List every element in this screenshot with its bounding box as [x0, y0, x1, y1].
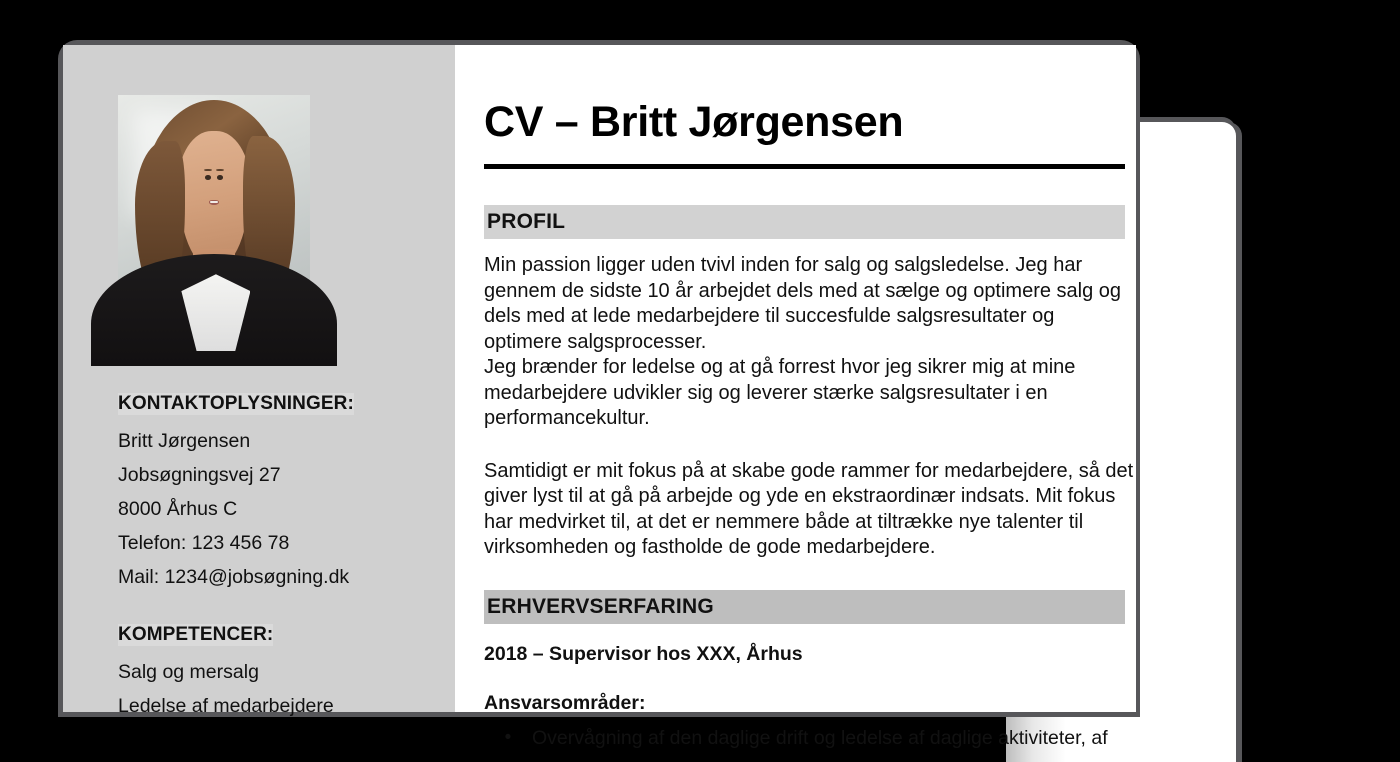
title-underline-rule — [484, 164, 1125, 169]
list-item — [484, 727, 1136, 750]
contact-line-phone: Telefon: 123 456 78 — [118, 532, 290, 554]
competence-item-2: Ledelse af medarbejdere — [118, 695, 334, 717]
photo-eye-right — [217, 175, 223, 180]
page-title: CV – Britt Jørgensen — [484, 98, 904, 146]
competence-item-1: Salg og mersalg — [118, 661, 259, 683]
cv-content — [455, 45, 1136, 749]
profil-paragraph-2: Samtidigt er mit fokus på at skabe gode rammer for medarbejdere, så det giver lyst til at gå på arbejde og yde en ekstraordinær indsats. Mit fokus har medvirket til, at det er nemmere både at tiltrække nye talenter til virksomheden og fastholde de gode medarbejdere. — [484, 459, 1134, 559]
profil-paragraph-1: Min passion ligger uden tvivl inden for salg og salgsledelse. Jeg har gennem de sidste 10 år arbejdet dels med at sælge og optimere salg og dels med at lede medarbejdere til succesfulde salgsresultater og optimere salgsprocesser. Jeg brænder for ledelse og at gå forrest hvor jeg sikrer mig at mine medarbejdere udvikler sig og leverer stærke salgsresultater i en performancekultur. — [484, 254, 1122, 430]
contact-block — [118, 393, 418, 594]
contact-line-street: Jobsøgningsvej 27 — [118, 464, 281, 486]
photo-eyebrow-left — [204, 169, 212, 172]
bullet-text: Overvågning af den daglige drift og ledelse af daglige aktiviteter, af — [532, 726, 1108, 749]
job-entry-heading: 2018 – Supervisor hos XXX, Århus — [484, 642, 803, 665]
profile-photo — [118, 95, 310, 351]
photo-eye-left — [205, 175, 211, 180]
contact-heading: KONTAKTOPLYSNINGER: — [118, 393, 354, 414]
photo-mouth — [209, 200, 218, 205]
bullet-icon: • — [504, 726, 512, 748]
responsibilities-label: Ansvarsområder: — [484, 691, 646, 714]
contact-line-name: Britt Jørgensen — [118, 430, 251, 452]
cv-sidebar — [63, 45, 455, 717]
competences-heading: KOMPETENCER: — [118, 624, 274, 645]
contact-line-city: 8000 Århus C — [118, 498, 238, 520]
cv-document-page[interactable] — [63, 45, 1135, 749]
competences-block — [118, 624, 418, 723]
contact-line-mail: Mail: 1234@jobsøgning.dk — [118, 566, 350, 588]
photo-eyebrow-right — [216, 169, 224, 172]
section-header-erhvervserfaring: ERHVERVSERFARING — [484, 590, 1125, 624]
section-header-profil: PROFIL — [484, 205, 1125, 239]
